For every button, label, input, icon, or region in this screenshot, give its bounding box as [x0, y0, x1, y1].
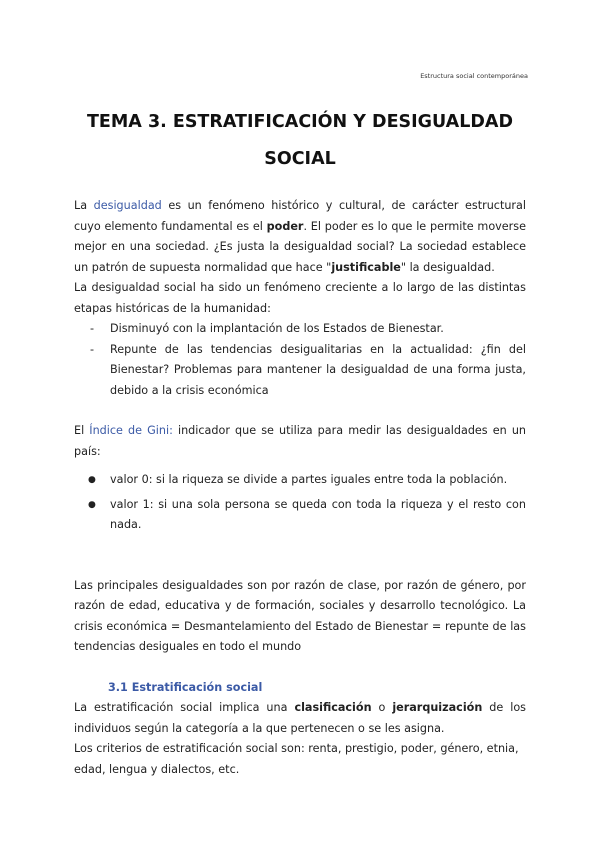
gini-pre: El [74, 424, 90, 437]
intro-post: . El poder es lo que le permite moverse mejor en una sociedad. ¿Es justa la desigualdad social? La sociedad establece un patrón de supuesta normalidad que hace " [74, 219, 526, 274]
para4-pre: La estratificación social implica una [74, 701, 295, 714]
dash-list [74, 319, 526, 401]
para4-post: de los individuos según la categoría a la que pertenecen o se les asigna. [74, 701, 526, 735]
intro-bold-justificable: justificable [331, 260, 401, 274]
bold-clasificacion: clasificación [294, 701, 372, 714]
desigualdad-link[interactable]: desigualdad [93, 199, 162, 212]
title-line-2: SOCIAL [264, 149, 336, 169]
bullet-item: ● valor 1: si una sola persona se queda con toda la riqueza y el resto con nada. [74, 495, 526, 536]
gini-paragraph [74, 421, 526, 462]
intro-mid: es un fenómeno histórico y cultural, de carácter estructural cuyo elemento fundamental es el [74, 199, 526, 233]
section-heading: 3.1 Estratificación social [108, 680, 263, 694]
dash-item: - Disminuyó con la implantación de los Estados de Bienestar. [74, 319, 526, 340]
para4-mid: o [371, 701, 393, 714]
bold-jerarquizacion: jerarquización [392, 701, 483, 714]
bullet-item: ● valor 0: si la riqueza se divide a partes iguales entre toda la población. [74, 470, 526, 491]
dash-item: - Repunte de las tendencias desigualitarias en la actualidad: ¿fin del Bienestar? Problemas para mantener la desigualdad de una forma justa, debido a la crisis económica [74, 340, 526, 402]
document-body [74, 196, 526, 780]
history-paragraph: La desigualdad social ha sido un fenómeno creciente a lo largo de las distintas etapas históricas de la humanidad: [74, 281, 526, 315]
page-title [72, 104, 528, 178]
criteria-paragraph: Los criterios de estratificación social son: renta, prestigio, poder, género, etnia, edad, lengua y dialectos, etc. [74, 742, 519, 776]
gini-post: indicador que se utiliza para medir las desigualdades en un país: [74, 424, 527, 458]
intro-pre: La [74, 199, 94, 212]
intro-paragraph [74, 196, 526, 278]
inequalities-paragraph: Las principales desigualdades son por razón de clase, por razón de género, por razón de edad, educativa y de formación, sociales y desarrollo tecnológico. La crisis económica = Desmantelamiento del Estado de Bienestar = repunte de las tendencias desiguales en todo el mundo [74, 578, 526, 653]
gini-link[interactable]: Índice de Gini: [89, 424, 173, 437]
title-line-1: TEMA 3. ESTRATIFICACIÓN Y DESIGUALDAD [87, 112, 513, 132]
running-header: Estructura social contemporánea [420, 72, 528, 80]
intro-bold-poder: poder [266, 219, 304, 233]
bullet-list [74, 470, 526, 536]
intro-end: " la desigualdad. [400, 260, 495, 274]
stratification-paragraph [74, 698, 526, 739]
